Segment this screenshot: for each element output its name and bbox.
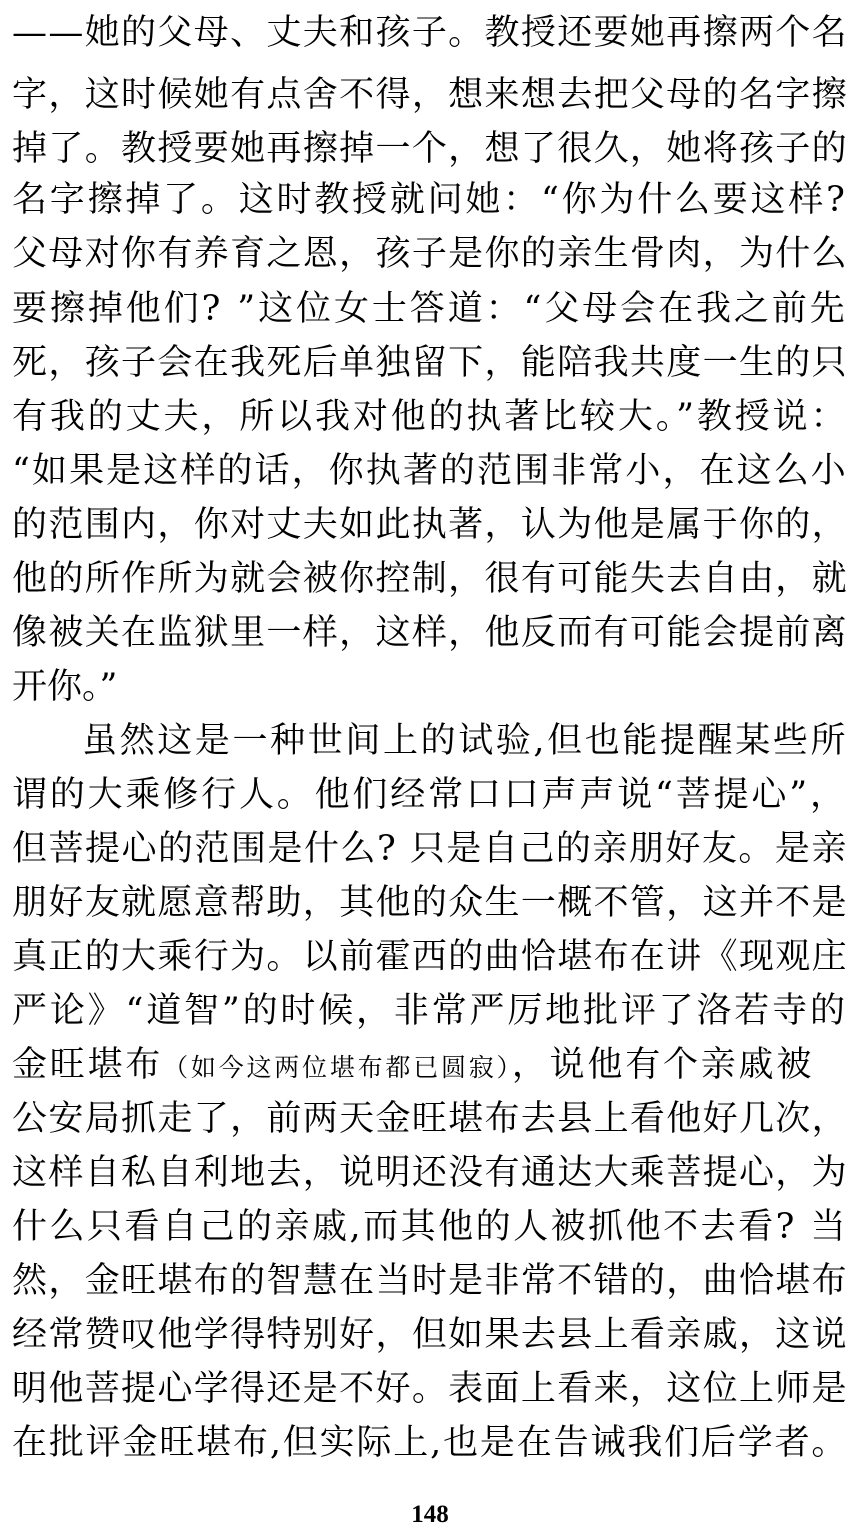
- text-line: 朋好友就愿意帮助，其他的众生一概不管，这并不是: [12, 883, 849, 923]
- parenthetical-note: （如今这两位堪布都已圆寂）: [163, 1053, 512, 1082]
- text-line: 真正的大乘行为。以前霍西的曲恰堪布在讲《现观庄: [12, 937, 849, 977]
- text-line: 公安局抓走了，前两天金旺堪布去县上看他好几次，: [12, 1099, 849, 1139]
- text-line: 名字擦掉了。这时教授就问她：“你为什么要这样?: [12, 180, 848, 220]
- text-line: 经常赞叹他学得特别好，但如果去县上看亲戚，这说: [12, 1315, 849, 1355]
- paragraph-start-line: 虽然这是一种世间上的试验,但也能提醒某些所: [82, 721, 849, 761]
- text-line: 这样自私自利地去，说明还没有通达大乘菩提心，为: [12, 1153, 849, 1193]
- text-line: 像被关在监狱里一样，这样，他反而有可能会提前离: [12, 613, 849, 653]
- page-number: 148: [411, 1501, 449, 1528]
- text-line: ——她的父母、丈夫和孩子。教授还要她再擦两个名: [12, 13, 849, 53]
- text-line: 开你。”: [12, 667, 118, 707]
- text-line: 要擦掉他们? ”这位女士答道：“父母会在我之前先: [12, 289, 848, 329]
- text-line: 严论》“道智”的时候，非常严厉地批评了洛若寺的: [12, 991, 848, 1031]
- text-line: 什么只看自己的亲戚,而其他的人被抓他不去看? 当: [12, 1207, 849, 1247]
- text-line: 在批评金旺堪布,但实际上,也是在告诫我们后学者。: [12, 1423, 849, 1463]
- text-line: 但菩提心的范围是什么? 只是自己的亲朋好友。是亲: [12, 829, 848, 869]
- text-line: 明他菩提心学得还是不好。表面上看来，这位上师是: [12, 1369, 849, 1409]
- text-line: “如果是这样的话，你执著的范围非常小，在这么小: [12, 451, 848, 491]
- text-line: 死，孩子会在我死后单独留下，能陪我共度一生的只: [12, 343, 849, 383]
- text-line: 字，这时候她有点舍不得，想来想去把父母的名字擦: [12, 75, 849, 115]
- line-main-text: 金旺堪布: [12, 1045, 164, 1085]
- text-line: 谓的大乘修行人。他们经常口口声声说“菩提心”，: [12, 775, 848, 815]
- text-line: 掉了。教授要她再擦掉一个，想了很久，她将孩子的: [12, 129, 849, 169]
- text-line-with-note: [12, 1034, 814, 1096]
- text-line: 他的所作所为就会被你控制，很有可能失去自由，就: [12, 559, 849, 599]
- text-line: 然，金旺堪布的智慧在当时是非常不错的，曲恰堪布: [12, 1261, 849, 1301]
- text-line: 的范围内，你对丈夫如此执著，认为他是属于你的，: [12, 505, 849, 545]
- text-line: 父母对你有养育之恩，孩子是你的亲生骨肉，为什么: [12, 234, 849, 274]
- text-line: 有我的丈夫，所以我对他的执著比较大。”教授说：: [12, 397, 849, 437]
- line-tail-text: ，说他有个亲戚被: [511, 1045, 815, 1085]
